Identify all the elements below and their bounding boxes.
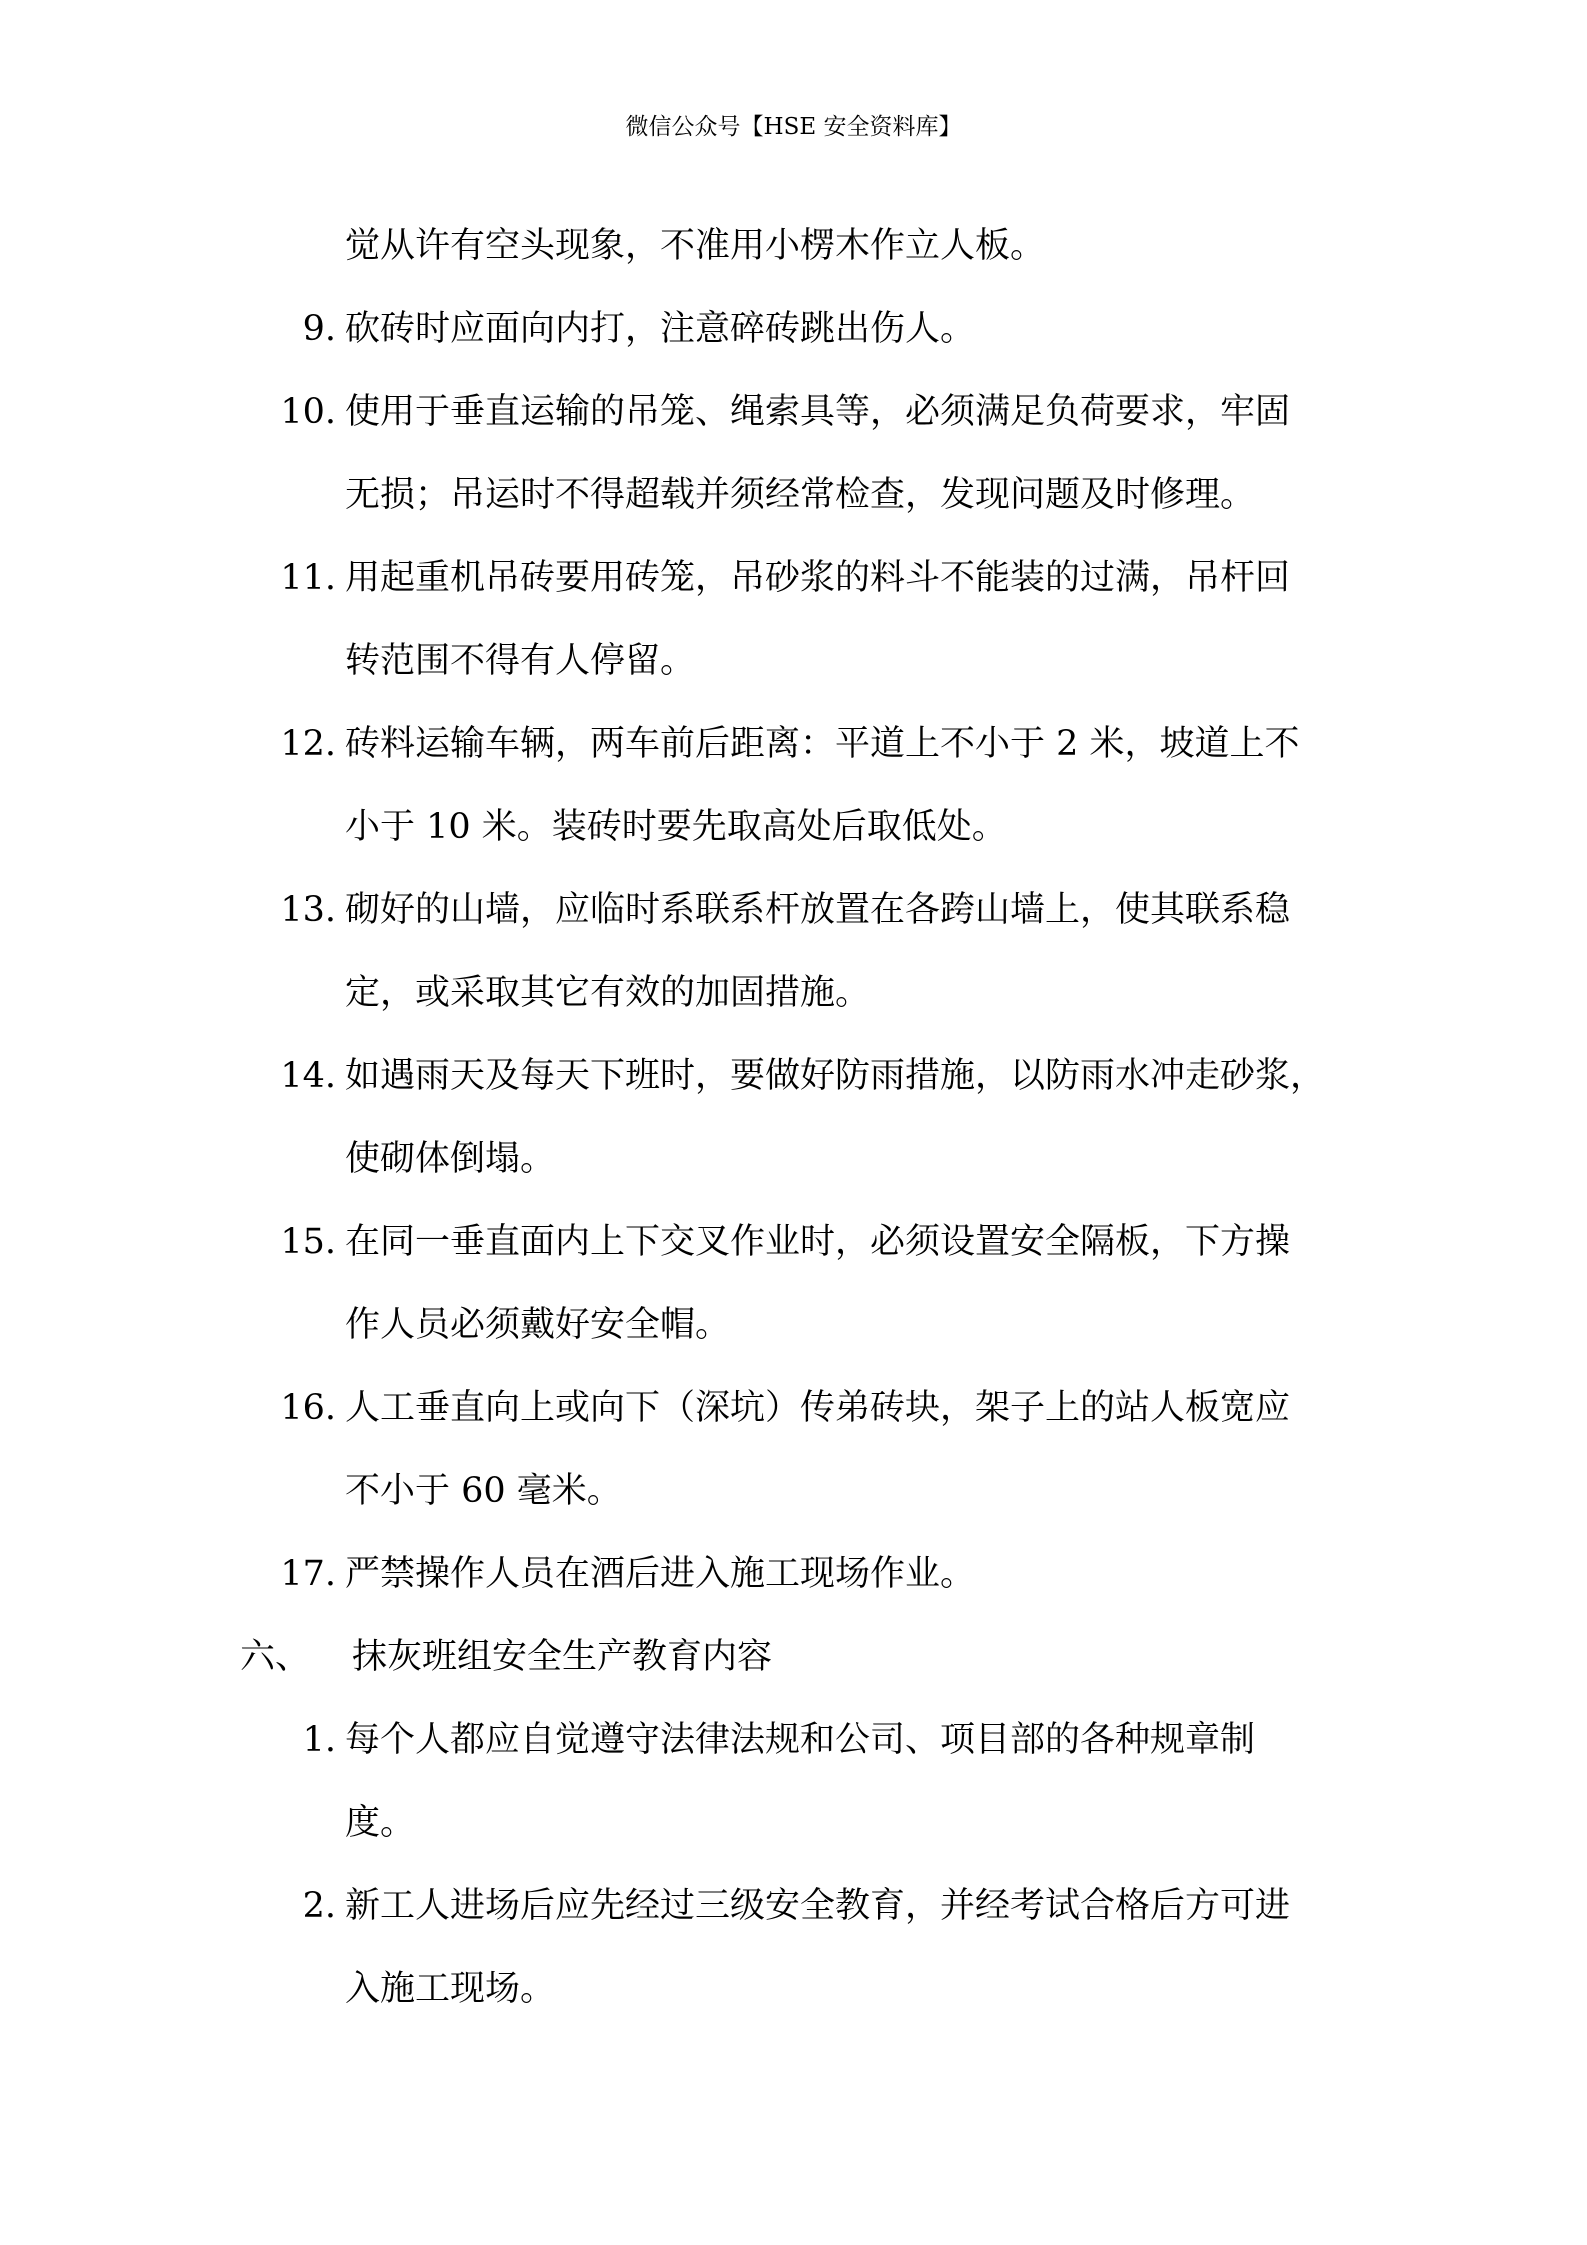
list-item-number: 15. — [280, 1222, 336, 1262]
list-item — [0, 537, 1587, 703]
list-item-number: 17. — [280, 1554, 336, 1594]
list-item — [0, 288, 1587, 371]
list-item-number: 10. — [280, 392, 336, 432]
list-item-number: 12. — [280, 724, 336, 764]
list-item-number: 13. — [280, 890, 336, 930]
list-item — [0, 869, 1587, 1035]
list-item-line: 转范围不得有人停留。 — [345, 641, 696, 681]
page-header: 微信公众号【HSE 安全资料库】 — [625, 114, 962, 140]
list-item-line: 使砌体倒塌。 — [345, 1139, 556, 1179]
list-item-number: 1. — [302, 1720, 336, 1760]
list-item-line: 度。 — [345, 1803, 416, 1843]
list-item — [0, 1035, 1587, 1201]
list-item-line: 定，或采取其它有效的加固措施。 — [345, 973, 871, 1013]
section-title: 抹灰班组安全生产教育内容 — [352, 1637, 773, 1677]
list-item-number: 2. — [302, 1886, 336, 1926]
section-heading — [0, 1616, 1587, 1699]
list-item-line: 砖料运输车辆，两车前后距离：平道上不小于 2 米，坡道上不 — [345, 724, 1300, 764]
list-item-number: 14. — [280, 1056, 336, 1096]
list-item-line: 如遇雨天及每天下班时，要做好防雨措施，以防雨水冲走砂浆， — [345, 1056, 1326, 1096]
list-item-line: 在同一垂直面内上下交叉作业时，必须设置安全隔板，下方操 — [345, 1222, 1291, 1262]
list-item-line: 严禁操作人员在酒后进入施工现场作业。 — [345, 1554, 976, 1594]
document-body — [0, 205, 1587, 2031]
list-item-line: 无损；吊运时不得超载并须经常检查，发现问题及时修理。 — [345, 475, 1256, 515]
safety-list-bricklaying — [0, 288, 1587, 1616]
list-item — [0, 1865, 1587, 2031]
list-item — [0, 1533, 1587, 1616]
list-item-line: 每个人都应自觉遵守法律法规和公司、项目部的各种规章制 — [345, 1720, 1256, 1760]
list-item-line: 用起重机吊砖要用砖笼，吊砂浆的料斗不能装的过满，吊杆回 — [345, 558, 1291, 598]
list-item-line: 不小于 60 毫米。 — [345, 1471, 622, 1511]
list-item-line: 砌好的山墙，应临时系联系杆放置在各跨山墙上，使其联系稳 — [345, 890, 1291, 930]
section-number: 六、 — [240, 1637, 311, 1677]
list-item — [0, 1367, 1587, 1533]
safety-list-plastering — [0, 1699, 1587, 2031]
list-item-number: 16. — [280, 1388, 336, 1428]
list-item-line: 砍砖时应面向内打，注意碎砖跳出伤人。 — [345, 309, 976, 349]
list-item — [0, 371, 1587, 537]
continuation-paragraph: 觉从许有空头现象，不准用小楞木作立人板。 — [345, 226, 1046, 266]
list-item-number: 11. — [280, 558, 336, 598]
list-item — [0, 1699, 1587, 1865]
list-item-line: 入施工现场。 — [345, 1969, 556, 2009]
list-item-line: 使用于垂直运输的吊笼、绳索具等，必须满足负荷要求，牢固 — [345, 392, 1291, 432]
list-item-line: 人工垂直向上或向下（深坑）传弟砖块，架子上的站人板宽应 — [345, 1388, 1291, 1428]
list-item-line: 新工人进场后应先经过三级安全教育，并经考试合格后方可进 — [345, 1886, 1291, 1926]
list-item-line: 小于 10 米。装砖时要先取高处后取低处。 — [345, 807, 1007, 847]
list-item-number: 9. — [302, 309, 336, 349]
list-item-line: 作人员必须戴好安全帽。 — [345, 1305, 731, 1345]
list-item — [0, 1201, 1587, 1367]
list-item — [0, 703, 1587, 869]
